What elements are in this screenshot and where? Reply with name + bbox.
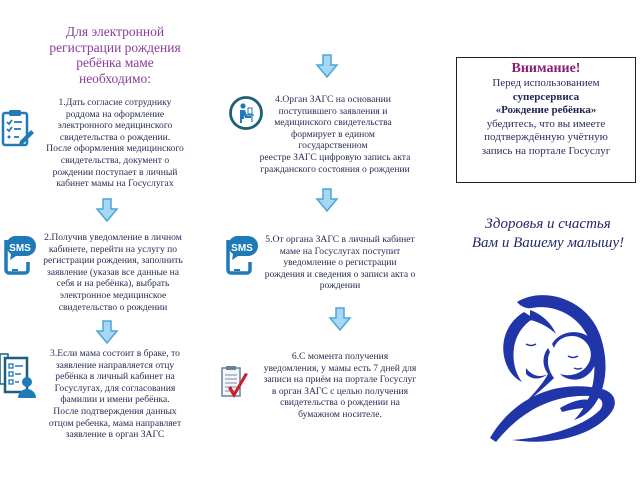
step-line: гражданского состояния о рождении bbox=[260, 163, 410, 175]
title-line: регистрации рождения bbox=[49, 39, 181, 55]
step-line: уведомления, у мамы есть 7 дней для bbox=[263, 362, 417, 374]
step-line: фамилии и имени ребёнка. bbox=[60, 394, 170, 406]
step-5-text bbox=[255, 234, 425, 292]
svg-text:SMS: SMS bbox=[231, 243, 253, 254]
attention-notice-box bbox=[456, 57, 636, 183]
notice-line: подтверждённую учётную bbox=[484, 131, 608, 143]
arrow-down-icon bbox=[328, 307, 352, 331]
step-line: поступившего заявления и bbox=[278, 105, 388, 117]
step-line: 4.Орган ЗАГС на основании bbox=[275, 94, 391, 105]
notice-line: запись на портале Госуслуг bbox=[481, 144, 611, 157]
step-line: свидетельства о рождении на bbox=[280, 397, 400, 409]
step-line: заявление (указав все данные на bbox=[47, 266, 179, 278]
step-line: 1.Дать согласие сотруднику bbox=[58, 97, 172, 108]
wish-line: Вам и Вашему малышу! bbox=[471, 235, 625, 251]
step-line: 6.С момента получения bbox=[291, 351, 389, 362]
step-line: 2.Получив уведомление в личном bbox=[44, 232, 182, 243]
step-line: После подтверждения данных bbox=[53, 405, 177, 417]
clipboard-checklist-icon bbox=[0, 108, 36, 155]
document-checkmark-icon bbox=[220, 366, 250, 407]
step-line: регистрации рождения, заполнить bbox=[43, 255, 183, 267]
notice-heading: Внимание! bbox=[511, 61, 581, 76]
step-line: электронного медицинского bbox=[57, 120, 173, 132]
step-line: себя и на ребёнка), выбрать bbox=[56, 278, 170, 290]
step-line: в орган ЗАГС с целью получения bbox=[271, 385, 409, 397]
notice-line: Перед использованием bbox=[492, 77, 600, 89]
step-line: рождения и сведения о записи акта о bbox=[264, 268, 416, 280]
title-line: ребёнка маме bbox=[76, 55, 154, 70]
step-line: После оформления медицинского bbox=[46, 143, 184, 155]
step-line: 3.Если мама состоит в браке, то bbox=[50, 348, 180, 359]
wish-text bbox=[448, 215, 640, 253]
step-line: отцом ребенка, мама направляет bbox=[48, 417, 182, 429]
step-line: заявление в орган ЗАГС bbox=[65, 429, 165, 441]
arrow-down-icon bbox=[315, 54, 339, 78]
step-line: уведомление о регистрации bbox=[283, 257, 397, 269]
step-6-text bbox=[255, 351, 425, 421]
arrow-down-icon bbox=[315, 188, 339, 212]
page-title bbox=[40, 24, 190, 86]
step-line: ребёнка в личный кабинет на bbox=[55, 371, 175, 383]
form-user-icon bbox=[0, 352, 36, 407]
step-line: заявление направляется отцу bbox=[55, 359, 175, 371]
step-line: Госуслугах, для согласования bbox=[54, 382, 176, 394]
step-line: государственном bbox=[298, 140, 368, 152]
step-line: свидетельства, документ о bbox=[60, 154, 170, 166]
step-line: кабинет мамы на Госуслугах bbox=[56, 178, 174, 190]
svg-text:SMS: SMS bbox=[9, 243, 31, 254]
step-line: кабинете, перейти на услугу по bbox=[48, 243, 178, 255]
sms-phone-icon bbox=[0, 234, 38, 281]
step-line: реестре ЗАГС цифровую запись акта bbox=[259, 152, 411, 163]
step-line: рождении поступает в личный bbox=[52, 166, 178, 178]
notice-line: убедитесь, что вы имеете bbox=[486, 117, 606, 130]
arrow-down-icon bbox=[95, 198, 119, 222]
step-4-text bbox=[258, 94, 408, 152]
title-line: необходимо: bbox=[78, 70, 152, 86]
step-line: электронное медицинское bbox=[59, 289, 167, 301]
title-line: Для электронной bbox=[65, 24, 165, 39]
step-line: маме на Госуслугах поступит bbox=[279, 245, 401, 257]
step-line: рождении bbox=[319, 280, 361, 292]
step-line: бумажном носителе. bbox=[298, 408, 382, 420]
step-3-text bbox=[40, 348, 190, 441]
notice-line: суперсервиса bbox=[512, 90, 580, 103]
step-line: свидетельство о рождении bbox=[58, 301, 168, 313]
step-2-text bbox=[38, 232, 188, 313]
mother-and-baby-logo-icon bbox=[482, 290, 622, 460]
notice-line: «Рождение ребёнка» bbox=[495, 104, 597, 116]
step-line: 5.От органа ЗАГС в личный кабинет bbox=[265, 234, 415, 245]
arrow-down-icon bbox=[95, 320, 119, 344]
step-line: свидетельства о рождении. bbox=[59, 131, 171, 143]
step-1-text bbox=[40, 97, 190, 190]
step-line: роддома на оформление bbox=[65, 108, 165, 120]
wish-line: Здоровья и счастья bbox=[485, 216, 611, 232]
step-line: медицинского свидетельства bbox=[274, 117, 392, 129]
step-line: формирует в едином bbox=[291, 128, 375, 140]
step-4-text-cont bbox=[240, 152, 430, 175]
step-line: записи на приём на портале Госуслуг bbox=[263, 374, 417, 386]
